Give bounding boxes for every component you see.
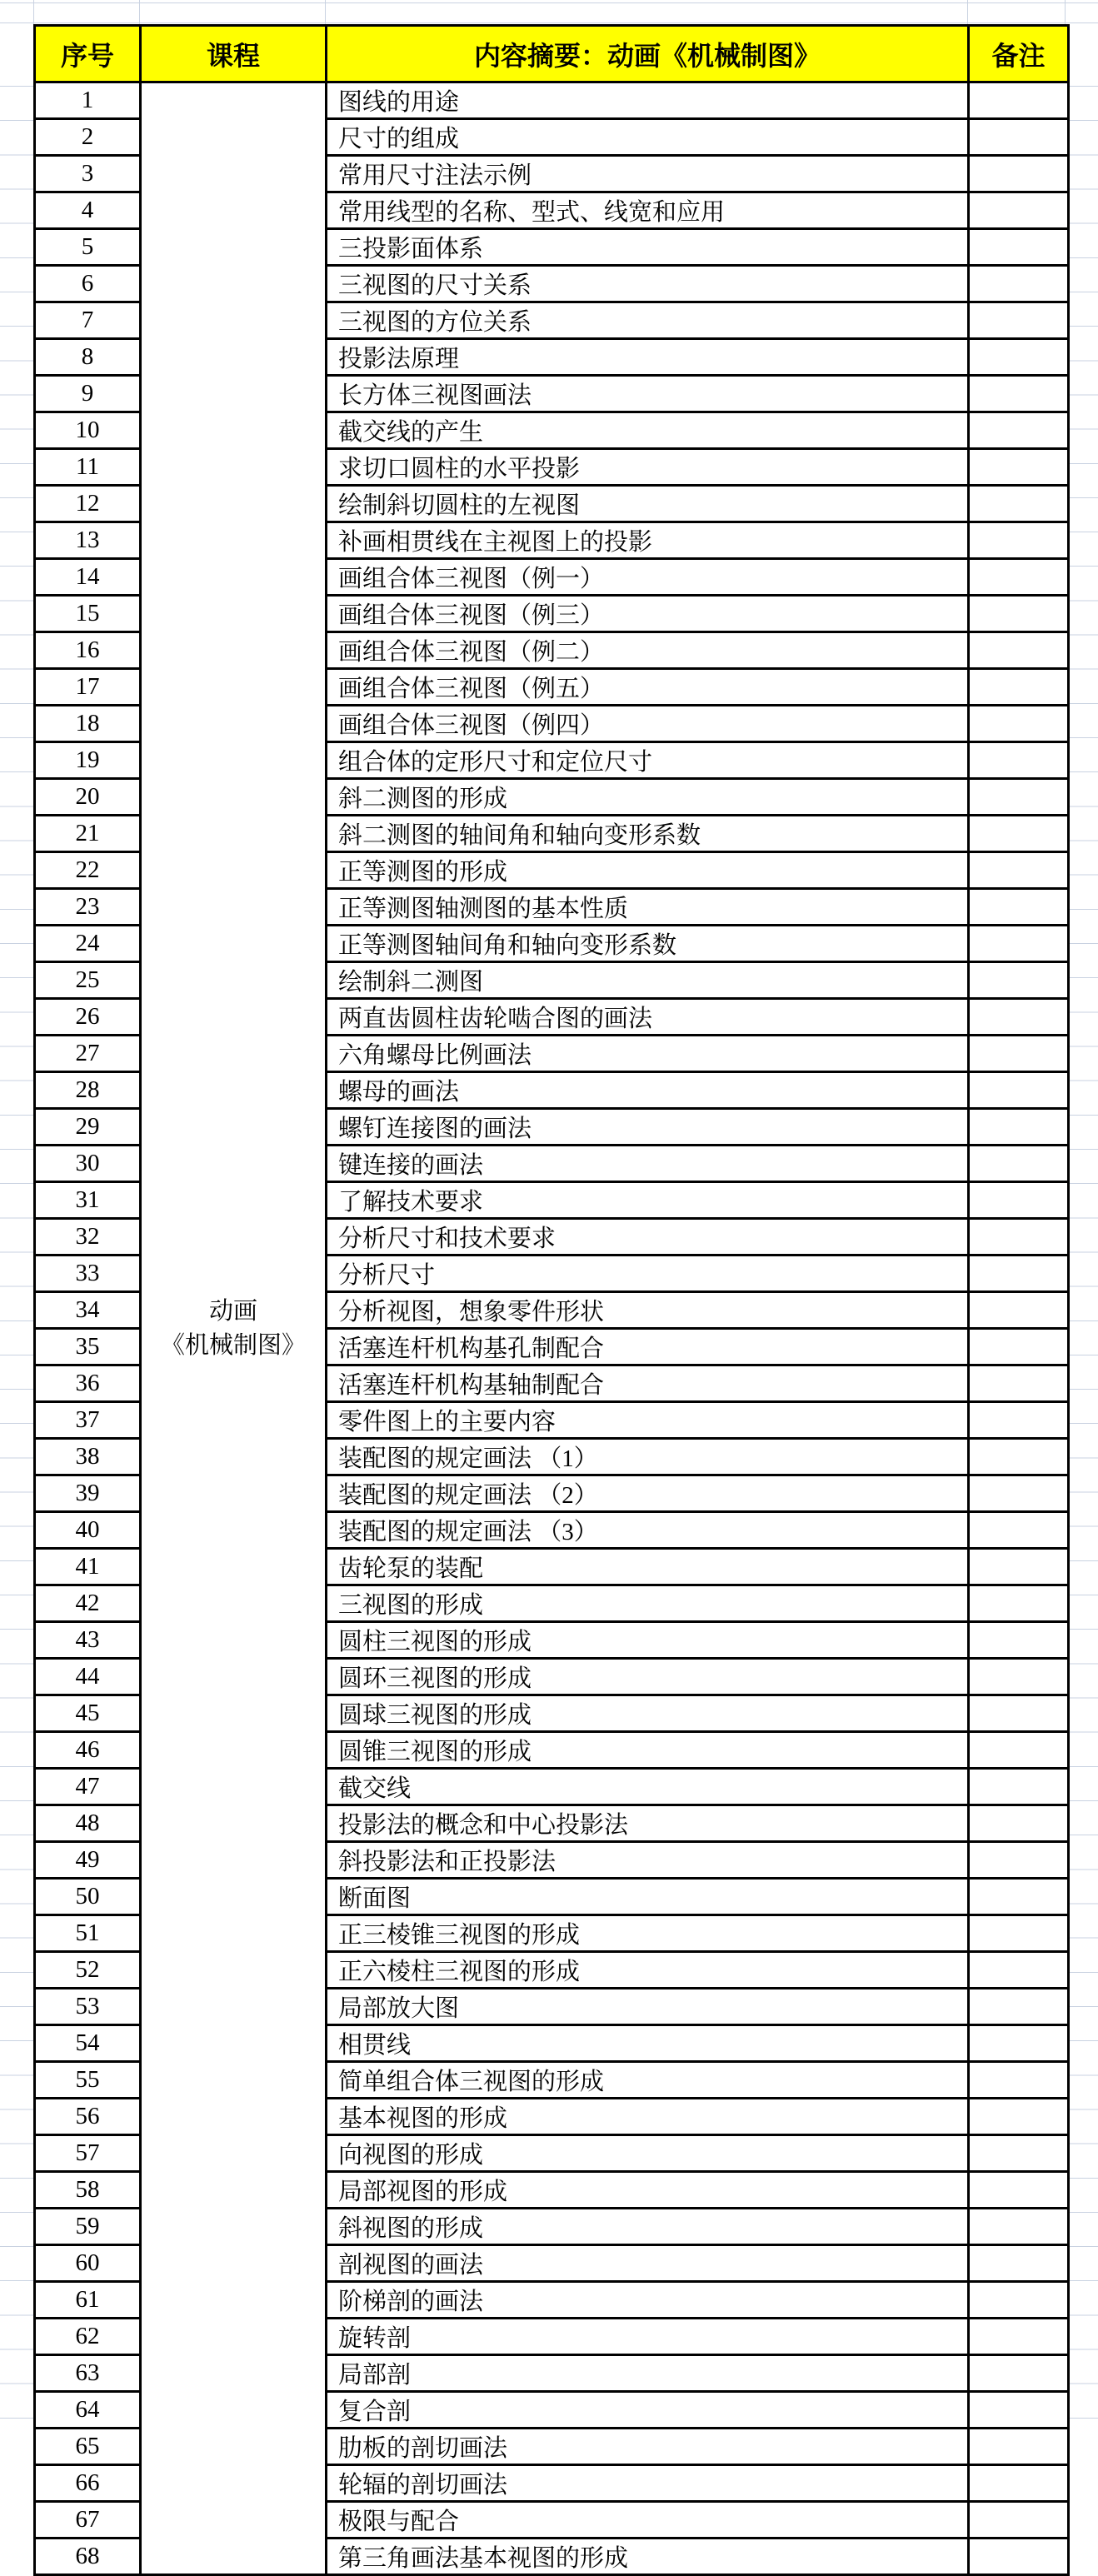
course-content-table <box>33 24 1070 2576</box>
summary-cell[interactable]: 斜二测图的形成 <box>327 779 969 816</box>
summary-cell[interactable]: 画组合体三视图（例五） <box>327 669 969 706</box>
header-cell-summary[interactable]: 内容摘要：动画《机械制图》 <box>327 26 969 82</box>
remark-cell[interactable] <box>969 1659 1069 1695</box>
table-row <box>35 82 1069 119</box>
summary-cell[interactable]: 常用线型的名称、型式、线宽和应用 <box>327 192 969 229</box>
course-name-line1: 动画 <box>208 1297 257 1325</box>
summary-cell[interactable]: 肋板的剖切画法 <box>327 2429 969 2465</box>
remark-cell[interactable] <box>969 1805 1069 1842</box>
remark-cell[interactable] <box>969 1146 1069 1182</box>
summary-cell[interactable]: 三投影面体系 <box>327 229 969 266</box>
serial-cell[interactable]: 5 <box>35 229 141 266</box>
remark-cell[interactable] <box>969 376 1069 412</box>
serial-cell[interactable]: 65 <box>35 2429 141 2465</box>
serial-cell[interactable]: 55 <box>35 2062 141 2099</box>
summary-cell[interactable]: 三视图的方位关系 <box>327 302 969 339</box>
summary-cell[interactable]: 正等测图的形成 <box>327 852 969 889</box>
remark-cell[interactable] <box>969 2502 1069 2539</box>
remark-cell[interactable] <box>969 156 1069 192</box>
summary-cell[interactable]: 活塞连杆机构基孔制配合 <box>327 1329 969 1365</box>
remark-cell[interactable] <box>969 192 1069 229</box>
serial-cell[interactable]: 33 <box>35 1256 141 1292</box>
spreadsheet-gridline <box>967 0 968 24</box>
summary-cell[interactable]: 画组合体三视图（例四） <box>327 706 969 742</box>
remark-cell[interactable] <box>969 1549 1069 1585</box>
remark-cell[interactable] <box>969 449 1069 486</box>
summary-cell[interactable]: 第三角画法基本视图的形成 <box>327 2539 969 2575</box>
serial-cell[interactable]: 14 <box>35 559 141 596</box>
serial-cell[interactable]: 29 <box>35 1109 141 1146</box>
header-cell-remark[interactable]: 备注 <box>969 26 1069 82</box>
serial-cell[interactable]: 50 <box>35 1879 141 1915</box>
remark-cell[interactable] <box>969 1622 1069 1659</box>
summary-cell[interactable]: 轮辐的剖切画法 <box>327 2465 969 2502</box>
course-merged-cell[interactable] <box>141 82 327 2575</box>
serial-cell[interactable]: 30 <box>35 1146 141 1182</box>
summary-cell[interactable]: 断面图 <box>327 1879 969 1915</box>
spreadsheet-gridline <box>0 2 1098 3</box>
serial-cell[interactable]: 68 <box>35 2539 141 2575</box>
summary-cell[interactable]: 绘制斜切圆柱的左视图 <box>327 486 969 522</box>
serial-cell[interactable]: 52 <box>35 1952 141 1989</box>
remark-cell[interactable] <box>969 82 1069 119</box>
remark-cell[interactable] <box>969 632 1069 669</box>
summary-cell[interactable]: 组合体的定形尺寸和定位尺寸 <box>327 742 969 779</box>
serial-cell[interactable]: 51 <box>35 1915 141 1952</box>
serial-cell[interactable]: 13 <box>35 522 141 559</box>
serial-cell[interactable]: 54 <box>35 2025 141 2062</box>
remark-cell[interactable] <box>969 266 1069 302</box>
remark-cell[interactable] <box>969 779 1069 816</box>
summary-cell[interactable]: 零件图上的主要内容 <box>327 1402 969 1439</box>
remark-cell[interactable] <box>969 2172 1069 2209</box>
remark-cell[interactable] <box>969 1072 1069 1109</box>
remark-cell[interactable] <box>969 1109 1069 1146</box>
remark-cell[interactable] <box>969 2099 1069 2135</box>
remark-cell[interactable] <box>969 816 1069 852</box>
serial-cell[interactable]: 39 <box>35 1475 141 1512</box>
serial-cell[interactable]: 17 <box>35 669 141 706</box>
summary-cell[interactable]: 绘制斜二测图 <box>327 962 969 999</box>
header-row <box>35 26 1069 82</box>
summary-cell[interactable]: 键连接的画法 <box>327 1146 969 1182</box>
serial-cell[interactable]: 66 <box>35 2465 141 2502</box>
summary-cell[interactable]: 斜投影法和正投影法 <box>327 1842 969 1879</box>
right-margin-gridlines <box>1070 86 1098 2419</box>
remark-cell[interactable] <box>969 2429 1069 2465</box>
course-name-line2: 《机械制图》 <box>160 1331 306 1359</box>
remark-cell[interactable] <box>969 229 1069 266</box>
serial-cell[interactable]: 62 <box>35 2319 141 2355</box>
remark-cell[interactable] <box>969 559 1069 596</box>
serial-cell[interactable]: 49 <box>35 1842 141 1879</box>
remark-cell[interactable] <box>969 2135 1069 2172</box>
summary-cell[interactable]: 投影法的概念和中心投影法 <box>327 1805 969 1842</box>
summary-cell[interactable]: 求切口圆柱的水平投影 <box>327 449 969 486</box>
remark-cell[interactable] <box>969 1695 1069 1732</box>
remark-cell[interactable] <box>969 2355 1069 2392</box>
serial-cell[interactable]: 46 <box>35 1732 141 1769</box>
summary-cell[interactable]: 正等测图轴测图的基本性质 <box>327 889 969 926</box>
serial-cell[interactable]: 32 <box>35 1219 141 1256</box>
summary-cell[interactable]: 向视图的形成 <box>327 2135 969 2172</box>
summary-cell[interactable]: 常用尺寸注法示例 <box>327 156 969 192</box>
summary-cell[interactable]: 分析尺寸 <box>327 1256 969 1292</box>
serial-cell[interactable]: 2 <box>35 119 141 156</box>
remark-cell[interactable] <box>969 2319 1069 2355</box>
summary-cell[interactable]: 圆锥三视图的形成 <box>327 1732 969 1769</box>
summary-cell[interactable]: 极限与配合 <box>327 2502 969 2539</box>
remark-cell[interactable] <box>969 2062 1069 2099</box>
summary-cell[interactable]: 装配图的规定画法 （2） <box>327 1475 969 1512</box>
serial-cell[interactable]: 10 <box>35 412 141 449</box>
serial-cell[interactable]: 1 <box>35 82 141 119</box>
serial-cell[interactable]: 64 <box>35 2392 141 2429</box>
summary-cell[interactable]: 基本视图的形成 <box>327 2099 969 2135</box>
remark-cell[interactable] <box>969 2025 1069 2062</box>
summary-cell[interactable]: 相贯线 <box>327 2025 969 2062</box>
summary-cell[interactable]: 活塞连杆机构基轴制配合 <box>327 1365 969 1402</box>
remark-cell[interactable] <box>969 1256 1069 1292</box>
serial-cell[interactable]: 44 <box>35 1659 141 1695</box>
remark-cell[interactable] <box>969 1036 1069 1072</box>
remark-cell[interactable] <box>969 1989 1069 2025</box>
serial-cell[interactable]: 56 <box>35 2099 141 2135</box>
serial-cell[interactable]: 9 <box>35 376 141 412</box>
serial-cell[interactable]: 20 <box>35 779 141 816</box>
summary-cell[interactable]: 复合剖 <box>327 2392 969 2429</box>
remark-cell[interactable] <box>969 1219 1069 1256</box>
remark-cell[interactable] <box>969 742 1069 779</box>
summary-cell[interactable]: 圆环三视图的形成 <box>327 1659 969 1695</box>
serial-cell[interactable]: 8 <box>35 339 141 376</box>
serial-cell[interactable]: 59 <box>35 2209 141 2245</box>
summary-cell[interactable]: 三视图的尺寸关系 <box>327 266 969 302</box>
summary-cell[interactable]: 螺钉连接图的画法 <box>327 1109 969 1146</box>
summary-cell[interactable]: 旋转剖 <box>327 2319 969 2355</box>
remark-cell[interactable] <box>969 669 1069 706</box>
serial-cell[interactable]: 22 <box>35 852 141 889</box>
remark-cell[interactable] <box>969 2465 1069 2502</box>
serial-cell[interactable]: 67 <box>35 2502 141 2539</box>
serial-cell[interactable]: 42 <box>35 1585 141 1622</box>
summary-cell[interactable]: 画组合体三视图（例三） <box>327 596 969 632</box>
remark-cell[interactable] <box>969 339 1069 376</box>
summary-cell[interactable]: 了解技术要求 <box>327 1182 969 1219</box>
remark-cell[interactable] <box>969 889 1069 926</box>
serial-cell[interactable]: 27 <box>35 1036 141 1072</box>
remark-cell[interactable] <box>969 1402 1069 1439</box>
remark-cell[interactable] <box>969 1732 1069 1769</box>
summary-cell[interactable]: 齿轮泵的装配 <box>327 1549 969 1585</box>
remark-cell[interactable] <box>969 1439 1069 1475</box>
serial-cell[interactable]: 61 <box>35 2282 141 2319</box>
serial-cell[interactable]: 4 <box>35 192 141 229</box>
serial-cell[interactable]: 18 <box>35 706 141 742</box>
remark-cell[interactable] <box>969 596 1069 632</box>
summary-cell[interactable]: 斜二测图的轴间角和轴向变形系数 <box>327 816 969 852</box>
remark-cell[interactable] <box>969 2282 1069 2319</box>
spreadsheet-gridline <box>325 0 326 24</box>
summary-cell[interactable]: 画组合体三视图（例二） <box>327 632 969 669</box>
summary-cell[interactable]: 正等测图轴间角和轴向变形系数 <box>327 926 969 962</box>
summary-cell[interactable]: 局部视图的形成 <box>327 2172 969 2209</box>
summary-cell[interactable]: 三视图的形成 <box>327 1585 969 1622</box>
remark-cell[interactable] <box>969 999 1069 1036</box>
summary-cell[interactable]: 圆球三视图的形成 <box>327 1695 969 1732</box>
serial-cell[interactable]: 45 <box>35 1695 141 1732</box>
left-margin-gridlines <box>0 86 33 2419</box>
serial-cell[interactable]: 40 <box>35 1512 141 1549</box>
serial-cell[interactable]: 3 <box>35 156 141 192</box>
summary-cell[interactable]: 剖视图的画法 <box>327 2245 969 2282</box>
summary-cell[interactable]: 阶梯剖的画法 <box>327 2282 969 2319</box>
serial-cell[interactable]: 57 <box>35 2135 141 2172</box>
remark-cell[interactable] <box>969 1475 1069 1512</box>
serial-cell[interactable]: 11 <box>35 449 141 486</box>
serial-cell[interactable]: 19 <box>35 742 141 779</box>
serial-cell[interactable]: 16 <box>35 632 141 669</box>
serial-cell[interactable]: 37 <box>35 1402 141 1439</box>
summary-cell[interactable]: 投影法原理 <box>327 339 969 376</box>
summary-cell[interactable]: 长方体三视图画法 <box>327 376 969 412</box>
remark-cell[interactable] <box>969 852 1069 889</box>
summary-cell[interactable]: 装配图的规定画法 （3） <box>327 1512 969 1549</box>
serial-cell[interactable]: 35 <box>35 1329 141 1365</box>
remark-cell[interactable] <box>969 1585 1069 1622</box>
remark-cell[interactable] <box>969 1769 1069 1805</box>
serial-cell[interactable]: 21 <box>35 816 141 852</box>
summary-cell[interactable]: 装配图的规定画法 （1） <box>327 1439 969 1475</box>
serial-cell[interactable]: 38 <box>35 1439 141 1475</box>
summary-cell[interactable]: 六角螺母比例画法 <box>327 1036 969 1072</box>
serial-cell[interactable]: 41 <box>35 1549 141 1585</box>
serial-cell[interactable]: 60 <box>35 2245 141 2282</box>
summary-cell[interactable]: 局部放大图 <box>327 1989 969 2025</box>
remark-cell[interactable] <box>969 1512 1069 1549</box>
remark-cell[interactable] <box>969 119 1069 156</box>
spreadsheet-gridline <box>139 0 140 24</box>
remark-cell[interactable] <box>969 302 1069 339</box>
summary-cell[interactable]: 斜视图的形成 <box>327 2209 969 2245</box>
summary-cell[interactable]: 两直齿圆柱齿轮啮合图的画法 <box>327 999 969 1036</box>
summary-cell[interactable]: 分析视图，想象零件形状 <box>327 1292 969 1329</box>
summary-cell[interactable]: 补画相贯线在主视图上的投影 <box>327 522 969 559</box>
header-cell-serial[interactable]: 序号 <box>35 26 141 82</box>
summary-cell[interactable]: 正六棱柱三视图的形成 <box>327 1952 969 1989</box>
spreadsheet-gridline <box>0 22 1098 23</box>
serial-cell[interactable]: 63 <box>35 2355 141 2392</box>
spreadsheet-gridline <box>33 0 34 24</box>
remark-cell[interactable] <box>969 1292 1069 1329</box>
serial-cell[interactable]: 36 <box>35 1365 141 1402</box>
summary-cell[interactable]: 分析尺寸和技术要求 <box>327 1219 969 1256</box>
summary-cell[interactable]: 画组合体三视图（例一） <box>327 559 969 596</box>
remark-cell[interactable] <box>969 1182 1069 1219</box>
remark-cell[interactable] <box>969 2539 1069 2575</box>
remark-cell[interactable] <box>969 2209 1069 2245</box>
summary-cell[interactable]: 简单组合体三视图的形成 <box>327 2062 969 2099</box>
remark-cell[interactable] <box>969 1915 1069 1952</box>
summary-cell[interactable]: 截交线的产生 <box>327 412 969 449</box>
spreadsheet-gridline <box>1065 0 1066 24</box>
remark-cell[interactable] <box>969 486 1069 522</box>
summary-cell[interactable]: 正三棱锥三视图的形成 <box>327 1915 969 1952</box>
remark-cell[interactable] <box>969 412 1069 449</box>
remark-cell[interactable] <box>969 2245 1069 2282</box>
header-cell-course[interactable]: 课程 <box>141 26 327 82</box>
remark-cell[interactable] <box>969 1365 1069 1402</box>
serial-cell[interactable]: 28 <box>35 1072 141 1109</box>
remark-cell[interactable] <box>969 926 1069 962</box>
serial-cell[interactable]: 47 <box>35 1769 141 1805</box>
remark-cell[interactable] <box>969 2392 1069 2429</box>
serial-cell[interactable]: 24 <box>35 926 141 962</box>
summary-cell[interactable]: 截交线 <box>327 1769 969 1805</box>
serial-cell[interactable]: 23 <box>35 889 141 926</box>
summary-cell[interactable]: 尺寸的组成 <box>327 119 969 156</box>
serial-cell[interactable]: 15 <box>35 596 141 632</box>
remark-cell[interactable] <box>969 1842 1069 1879</box>
serial-cell[interactable]: 43 <box>35 1622 141 1659</box>
summary-cell[interactable]: 局部剖 <box>327 2355 969 2392</box>
remark-cell[interactable] <box>969 962 1069 999</box>
summary-cell[interactable]: 圆柱三视图的形成 <box>327 1622 969 1659</box>
serial-cell[interactable]: 7 <box>35 302 141 339</box>
serial-cell[interactable]: 48 <box>35 1805 141 1842</box>
remark-cell[interactable] <box>969 1879 1069 1915</box>
summary-cell[interactable]: 螺母的画法 <box>327 1072 969 1109</box>
serial-cell[interactable]: 34 <box>35 1292 141 1329</box>
summary-cell[interactable]: 图线的用途 <box>327 82 969 119</box>
serial-cell[interactable]: 6 <box>35 266 141 302</box>
serial-cell[interactable]: 25 <box>35 962 141 999</box>
serial-cell[interactable]: 31 <box>35 1182 141 1219</box>
remark-cell[interactable] <box>969 522 1069 559</box>
serial-cell[interactable]: 12 <box>35 486 141 522</box>
remark-cell[interactable] <box>969 1329 1069 1365</box>
serial-cell[interactable]: 53 <box>35 1989 141 2025</box>
serial-cell[interactable]: 26 <box>35 999 141 1036</box>
remark-cell[interactable] <box>969 1952 1069 1989</box>
serial-cell[interactable]: 58 <box>35 2172 141 2209</box>
remark-cell[interactable] <box>969 706 1069 742</box>
